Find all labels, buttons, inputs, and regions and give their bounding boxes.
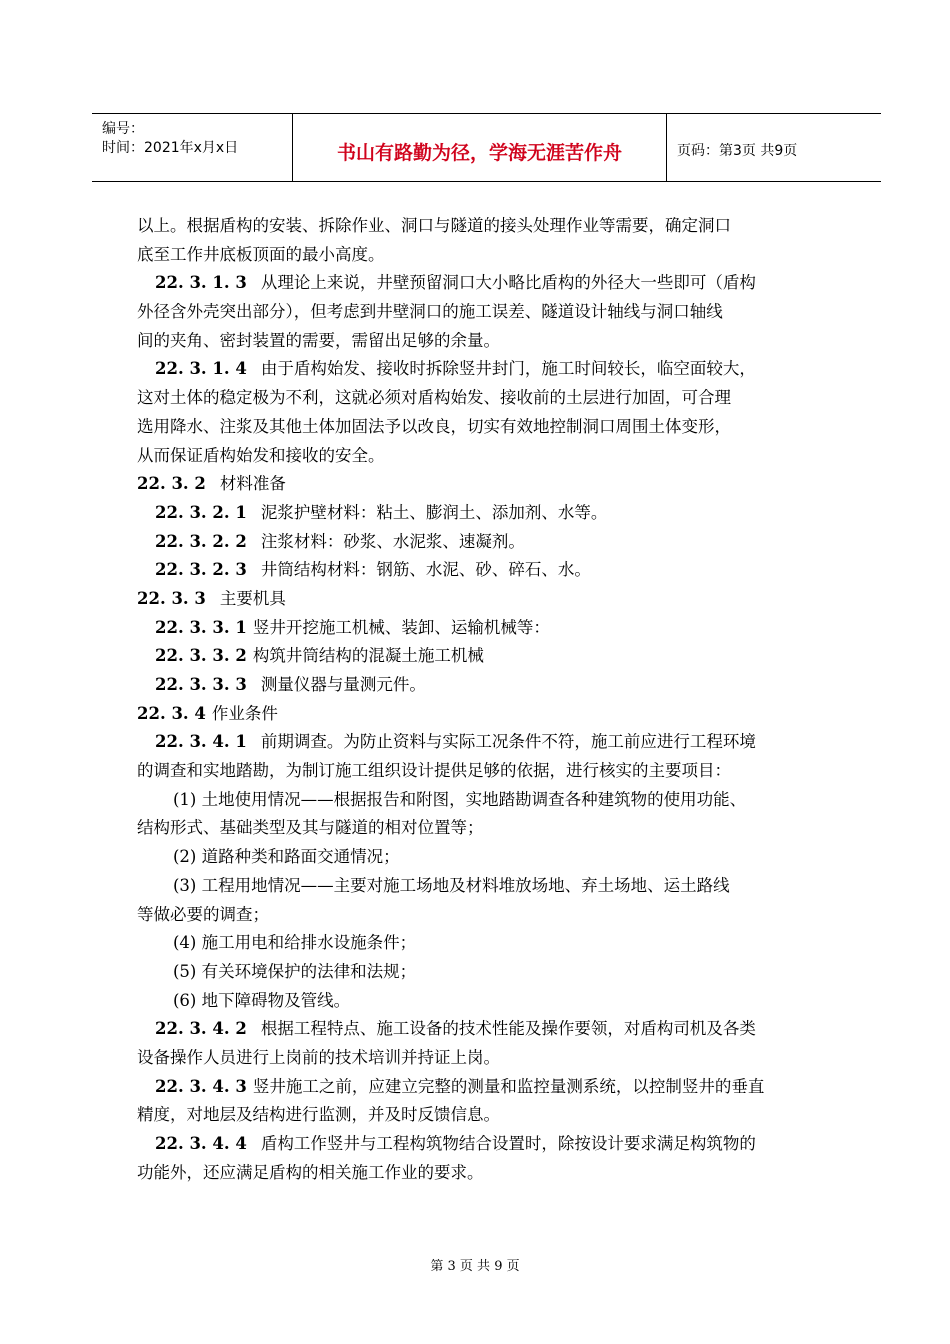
clause-number: 22. 3. 3. 2 bbox=[155, 646, 247, 666]
body-line: 外径含外壳突出部分），但考虑到井壁洞口的施工误差、隧道设计轴线与洞口轴线 bbox=[137, 302, 723, 322]
list-item: (6) 地下障碍物及管线。 bbox=[173, 990, 351, 1010]
body-line: 间的夹角、密封装置的需要，需留出足够的余量。 bbox=[137, 330, 500, 350]
clause-number: 22. 3. 4. 3 bbox=[155, 1076, 247, 1096]
body-line: 结构形式、基础类型及其与隧道的相对位置等； bbox=[137, 818, 484, 838]
clause-number: 22. 3. 3. 1 bbox=[155, 617, 247, 637]
body-line: 底至工作井底板顶面的最小高度。 bbox=[137, 244, 385, 264]
body-line: 选用降水、注浆及其他土体加固法予以改良，切实有效地控制洞口周围土体变形， bbox=[137, 416, 731, 436]
list-item: (4) 施工用电和给排水设施条件； bbox=[173, 933, 417, 953]
body-line: 这对土体的稳定极为不利，这就必须对盾构始发、接收前的土层进行加固，可合理 bbox=[137, 388, 731, 408]
clause-line: 22. 3. 1. 4 由于盾构始发、接收时拆除竖井封门，施工时间较长，临空面较大， bbox=[155, 359, 756, 379]
clause-line: 22. 3. 3. 1 竖井开挖施工机械、装卸、运输机械等： bbox=[155, 617, 550, 637]
clause-number: 22. 3. 4. 4 bbox=[155, 1134, 247, 1153]
clause-line: 22. 3. 3. 3 测量仪器与量测元件。 bbox=[155, 675, 426, 694]
document-header bbox=[92, 113, 881, 182]
document-number-label: 编号： bbox=[102, 121, 144, 137]
clause-line: 22. 3. 4. 4 盾构工作竖井与工程构筑物结合设置时，除按设计要求满足构筑物的 bbox=[155, 1134, 756, 1153]
body-line: 以上。根据盾构的安装、拆除作业、洞口与隧道的接头处理作业等需要，确定洞口 bbox=[137, 216, 731, 235]
clause-line: 22. 3. 4. 1 前期调查。为防止资料与实际工况条件不符，施工前应进行工程环境 bbox=[155, 732, 756, 752]
page-footer: 第 3 页 共 9 页 bbox=[430, 1259, 520, 1274]
list-item: (1) 土地使用情况——根据报告和附图，实地踏勘调查各种建筑物的使用功能、 bbox=[173, 789, 747, 809]
clause-number: 22. 3. 2. 3 bbox=[155, 560, 247, 580]
section-heading: 22. 3. 3 主要机具 bbox=[137, 588, 286, 608]
clause-number: 22. 3. 1. 4 bbox=[155, 359, 247, 379]
clause-line: 22. 3. 3. 2 构筑井筒结构的混凝土施工机械 bbox=[155, 646, 484, 666]
clause-line: 22. 3. 1. 3 从理论上来说，井壁预留洞口大小略比盾构的外径大一些即可（盾构 bbox=[155, 273, 756, 293]
header-left-cell bbox=[92, 114, 293, 181]
clause-number: 22. 3. 4. 1 bbox=[155, 732, 247, 752]
list-item: (5) 有关环境保护的法律和法规； bbox=[173, 961, 417, 981]
body-line: 的调查和实地踏勘，为制订施工组织设计提供足够的依据，进行核实的主要项目： bbox=[137, 761, 731, 781]
document-time-label: 时间：2021年x月x日 bbox=[102, 140, 239, 156]
clause-line: 22. 3. 2. 3 井筒结构材料：钢筋、水泥、砂、碎石、水。 bbox=[155, 560, 591, 580]
header-motto: 书山有路勤为径，学海无涯苦作舟 bbox=[336, 142, 622, 164]
section-heading: 22. 3. 4 作业条件 bbox=[137, 703, 278, 723]
clause-line: 22. 3. 4. 2 根据工程特点、施工设备的技术性能及操作要领，对盾构司机及各类 bbox=[155, 1019, 756, 1039]
body-line: 从而保证盾构始发和接收的安全。 bbox=[137, 445, 385, 465]
body-line: 精度，对地层及结构进行监测，并及时反馈信息。 bbox=[137, 1105, 500, 1125]
body-line: 等做必要的调查； bbox=[137, 904, 269, 924]
section-number: 22. 3. 2 bbox=[137, 474, 206, 494]
clause-number: 22. 3. 4. 2 bbox=[155, 1019, 247, 1039]
section-heading: 22. 3. 2 材料准备 bbox=[137, 474, 286, 494]
clause-line: 22. 3. 2. 1 泥浆护壁材料：粘土、膨润土、添加剂、水等。 bbox=[155, 502, 608, 522]
clause-line: 22. 3. 2. 2 注浆材料：砂浆、水泥浆、速凝剂。 bbox=[155, 531, 525, 551]
clause-number: 22. 3. 2. 2 bbox=[155, 531, 247, 551]
list-item: (2) 道路种类和路面交通情况； bbox=[173, 847, 400, 867]
clause-number: 22. 3. 3. 3 bbox=[155, 675, 247, 694]
clause-line: 22. 3. 4. 3 竖井施工之前，应建立完整的测量和监控量测系统，以控制竖井的垂直 bbox=[155, 1076, 765, 1096]
header-middle-cell bbox=[293, 114, 667, 181]
body-line: 功能外，还应满足盾构的相关施工作业的要求。 bbox=[137, 1162, 484, 1182]
clause-number: 22. 3. 2. 1 bbox=[155, 502, 247, 522]
body-line: 设备操作人员进行上岗前的技术培训并持证上岗。 bbox=[137, 1047, 500, 1067]
header-page-label: 页码：第3页 共9页 bbox=[677, 143, 798, 159]
section-number: 22. 3. 3 bbox=[137, 588, 206, 608]
header-right-cell bbox=[667, 114, 881, 181]
document-body bbox=[137, 212, 857, 1187]
section-number: 22. 3. 4 bbox=[137, 703, 206, 723]
clause-number: 22. 3. 1. 3 bbox=[155, 273, 247, 293]
list-item: (3) 工程用地情况——主要对施工场地及材料堆放场地、弃土场地、运土路线 bbox=[173, 875, 730, 895]
